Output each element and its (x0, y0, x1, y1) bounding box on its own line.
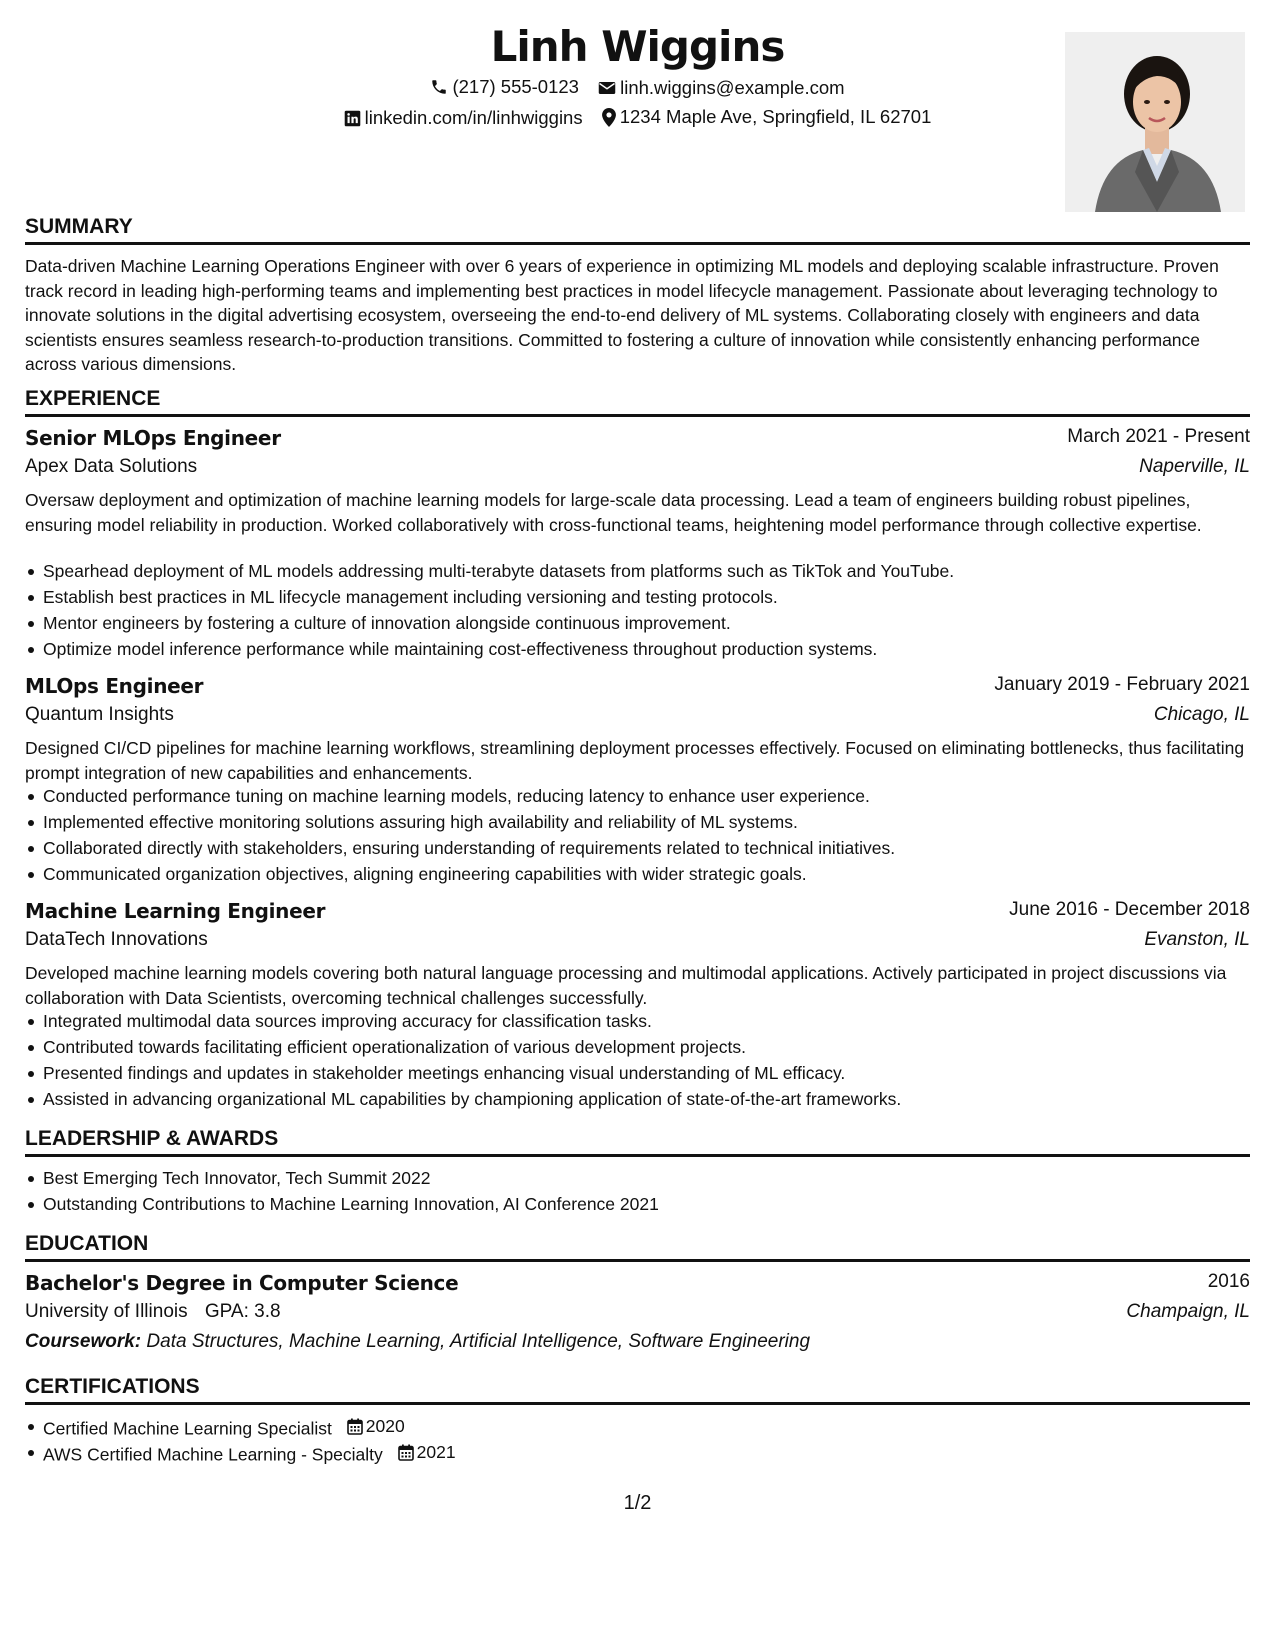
summary-text: Data-driven Machine Learning Operations Engineer with over 6 years of experience in optimizing ML models and deploying scalable infrastructure. Proven track record in leading high-performing teams and implementing best practices in model lifecycle management. Passionate about leveraging technology to innovate solutions in the digital advertising ecosystem, overseeing the end-to-end delivery of ML systems. Collaborating closely with engineers and data scientists ensures seamless research-to-production transitions. Committed to fostering a culture of innovation while consistently enhancing performance across various dimensions. (25, 256, 1219, 374)
job-1-bullets (25, 558, 1245, 662)
contact-address (602, 106, 932, 128)
list-item: Best Emerging Tech Innovator, Tech Summit 2022 (25, 1165, 1245, 1191)
job-location: Naperville, IL (1139, 456, 1250, 477)
cert-name: Certified Machine Learning Specialist (43, 1418, 332, 1439)
leadership-list (25, 1165, 1245, 1217)
page-number: 1/2 (623, 1492, 652, 1514)
candidate-name: Linh Wiggins (490, 22, 785, 71)
contact-linkedin[interactable] (344, 107, 583, 129)
resume-header (25, 20, 1250, 220)
coursework-label: Coursework: (25, 1331, 142, 1352)
address-text: 1234 Maple Ave, Springfield, IL 62701 (619, 106, 932, 127)
school-location: Champaign, IL (1126, 1301, 1250, 1322)
school-info (25, 1301, 281, 1323)
certifications-list (25, 1413, 1245, 1465)
job-company: Quantum Insights (25, 704, 174, 725)
phone-text: (217) 555-0123 (452, 76, 579, 97)
job-dates: January 2019 - February 2021 (994, 674, 1250, 695)
list-item: Communicated organization objectives, aligning engineering capabilities with wider strategic goals. (25, 861, 1245, 887)
job-1-description: Oversaw deployment and optimization of machine learning models for large-scale data processing. Lead a team of engineers building robust pipelines, ensuring model reliability in production. Worked collaboratively with cross-functional teams, heightening model performance through collective expertise. (25, 490, 1202, 535)
job-location: Evanston, IL (1144, 929, 1250, 950)
gpa: GPA: 3.8 (204, 1301, 281, 1322)
job-3-description: Developed machine learning models covering both natural language processing and multimodal applications. Actively participated in project discussions via collaboration with Data Scientists, overcoming technical challenges successfully. (25, 963, 1227, 1008)
list-item: Optimize model inference performance while maintaining cost-effectiveness throughout production systems. (25, 636, 1245, 662)
linkedin-text: linkedin.com/in/linhwiggins (364, 107, 583, 128)
job-title: Senior MLOps Engineer (25, 426, 281, 450)
profile-photo (1065, 32, 1245, 212)
list-item: Contributed towards facilitating efficient operationalization of various development projects. (25, 1034, 1245, 1060)
list-item: Mentor engineers by fostering a culture of innovation alongside continuous improvement. (25, 610, 1245, 636)
degree-title: Bachelor's Degree in Computer Science (25, 1271, 459, 1295)
job-dates: June 2016 - December 2018 (1009, 899, 1250, 920)
coursework (25, 1331, 810, 1353)
calendar-icon (347, 1418, 363, 1435)
summary-heading: SUMMARY (25, 215, 1250, 245)
email-text: linh.wiggins@example.com (620, 77, 845, 98)
job-title: MLOps Engineer (25, 674, 204, 698)
graduation-year: 2016 (1207, 1271, 1250, 1292)
list-item: Presented findings and updates in stakeholder meetings enhancing visual understanding of ML efficacy. (25, 1060, 1245, 1086)
list-item: Conducted performance tuning on machine learning models, reducing latency to enhance user experience. (25, 783, 1245, 809)
certifications-heading: CERTIFICATIONS (25, 1375, 1250, 1405)
cert-date (347, 1413, 405, 1439)
list-item: Assisted in advancing organizational ML capabilities by championing application of state-of-the-art frameworks. (25, 1086, 1245, 1112)
envelope-icon (598, 80, 616, 96)
list-item: Collaborated directly with stakeholders, ensuring understanding of requirements related to technical initiatives. (25, 835, 1245, 861)
cert-date (398, 1439, 456, 1465)
job-2-bullets (25, 783, 1245, 887)
experience-heading: EXPERIENCE (25, 387, 1250, 417)
contact-email[interactable] (598, 77, 844, 99)
education-heading: EDUCATION (25, 1232, 1250, 1262)
job-company: Apex Data Solutions (25, 456, 198, 477)
leadership-heading: LEADERSHIP & AWARDS (25, 1127, 1250, 1157)
list-item: Establish best practices in ML lifecycle management including versioning and testing protocols. (25, 584, 1245, 610)
job-3-bullets (25, 1008, 1245, 1112)
job-location: Chicago, IL (1153, 704, 1250, 725)
cert-year: 2020 (365, 1416, 405, 1436)
contact-phone[interactable] (430, 76, 579, 98)
calendar-icon (398, 1444, 414, 1461)
job-company: DataTech Innovations (25, 929, 208, 950)
phone-icon (430, 78, 448, 96)
list-item (25, 1439, 1245, 1465)
school-name: University of Illinois (25, 1301, 188, 1322)
resume-page (25, 0, 1250, 1650)
list-item: Integrated multimodal data sources improving accuracy for classification tasks. (25, 1008, 1245, 1034)
list-item: Spearhead deployment of ML models addressing multi-terabyte datasets from platforms such as TikTok and YouTube. (25, 558, 1245, 584)
cert-name: AWS Certified Machine Learning - Specialty (43, 1444, 383, 1465)
cert-year: 2021 (416, 1442, 456, 1462)
list-item: Implemented effective monitoring solutions assuring high availability and reliability of ML systems. (25, 809, 1245, 835)
job-dates: March 2021 - Present (1067, 426, 1250, 447)
linkedin-icon (344, 110, 361, 127)
job-title: Machine Learning Engineer (25, 899, 326, 923)
job-2-description: Designed CI/CD pipelines for machine learning workflows, streamlining deployment processes effectively. Focused on eliminating bottlenecks, thus facilitating prompt integration of new capabilities and enhancements. (25, 738, 1245, 783)
map-pin-icon (602, 108, 616, 127)
list-item (25, 1413, 1245, 1439)
coursework-list: Data Structures, Machine Learning, Artificial Intelligence, Software Engineering (146, 1331, 811, 1352)
list-item: Outstanding Contributions to Machine Learning Innovation, AI Conference 2021 (25, 1191, 1245, 1217)
